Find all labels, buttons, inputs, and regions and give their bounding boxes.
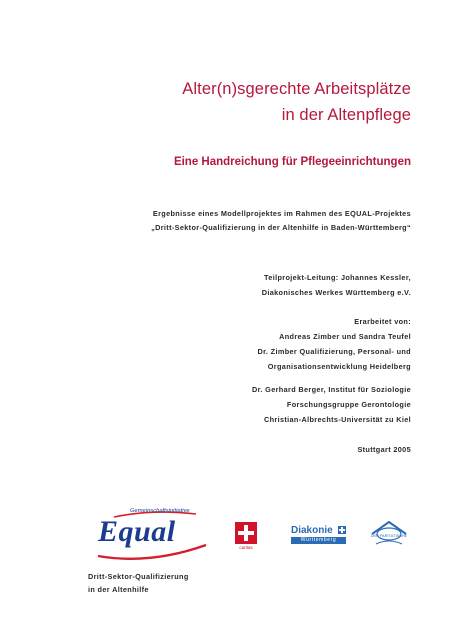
coauthor-line2: Forschungsgruppe Gerontologie [286,400,411,409]
place-date: Stuttgart 2005 [357,445,411,454]
footer-line1: Dritt-Sektor-Qualifizierung [88,572,189,581]
coauthor-line3: Christian-Albrechts-Universität zu Kiel [263,415,411,424]
caritas-wordmark: caritas [239,545,253,550]
diakonie-cross-icon [338,526,346,534]
equal-logo-tagline: Gemeinschaftsinitiative [130,508,190,514]
authors-line3: Organisationsentwicklung Heidelberg [267,362,411,371]
diakonie-region-bar: Württemberg [291,537,346,544]
equal-logo-word: Equal [98,515,176,548]
document-title-line2: in der Altenpflege [281,106,411,124]
paritaetischer-wordmark: DER PARITÄTISCHE [370,534,408,538]
diakonie-wordmark: Diakonie [291,525,333,536]
project-lead-line1: Teilprojekt-Leitung: Johannes Kessler, [264,273,411,282]
caritas-logo [235,522,257,552]
project-description-line2: „Dritt-Sektor-Qualifizierung in der Altenhilfe in Baden-Württemberg“ [151,223,411,232]
coauthor-line1: Dr. Gerhard Berger, Institut für Soziologie [252,385,411,394]
document-title-line1: Alter(n)sgerechte Arbeitsplätze [182,80,411,98]
project-description-line1: Ergebnisse eines Modellprojektes im Rahmen des EQUAL-Projektes [152,209,411,218]
diakonie-logo [291,525,347,547]
authors-line2: Dr. Zimber Qualifizierung, Personal- und [257,347,411,356]
document-subtitle: Eine Handreichung für Pflegeeinrichtungen [173,156,411,168]
authors-heading: Erarbeitet von: [354,317,411,326]
paritaetischer-logo [368,520,410,548]
footer-line2: in der Altenhilfe [88,585,149,594]
authors-line1: Andreas Zimber und Sandra Teufel [279,332,411,341]
project-lead-line2: Diakonisches Werkes Württemberg e.V. [261,288,411,297]
equal-logo [92,505,212,561]
caritas-cross-icon [235,522,257,544]
